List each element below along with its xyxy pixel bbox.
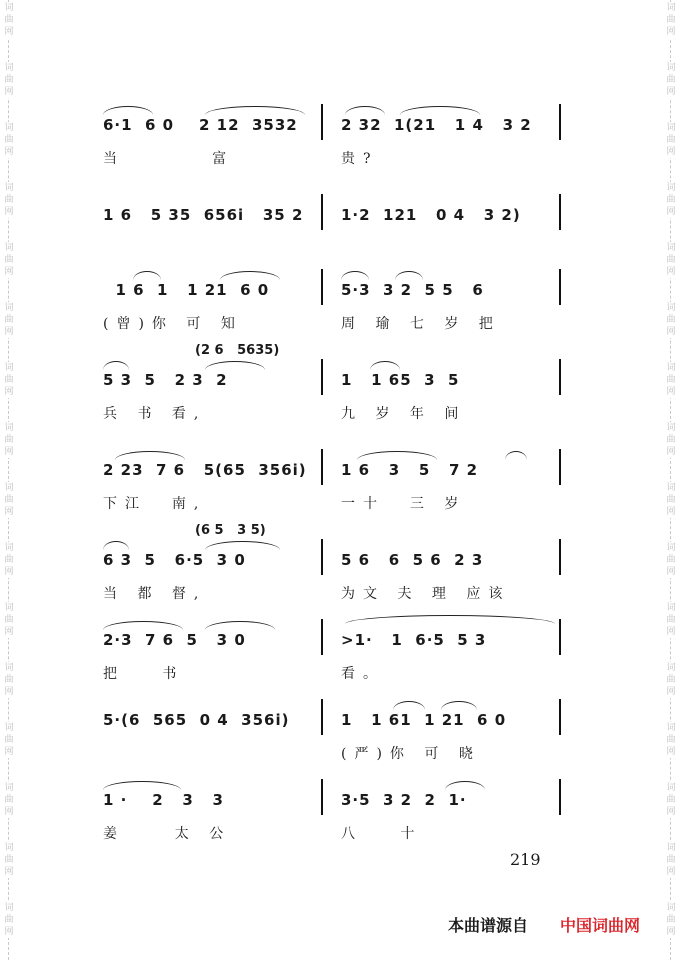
watermark-char: 词 bbox=[666, 363, 676, 373]
watermark-char: 曲 bbox=[4, 75, 14, 85]
barline bbox=[321, 449, 323, 485]
barline bbox=[321, 194, 323, 230]
watermark-char: 网 bbox=[666, 687, 676, 697]
watermark-stamp bbox=[662, 902, 680, 938]
lyrics-left: 当 富 bbox=[103, 151, 235, 167]
watermark-stamp bbox=[662, 362, 680, 398]
watermark-stamp bbox=[662, 182, 680, 218]
slur bbox=[441, 701, 477, 710]
barline bbox=[559, 619, 561, 655]
lyrics-right: 贵? bbox=[341, 151, 379, 167]
watermark-char: 网 bbox=[666, 267, 676, 277]
lyrics-left: (曾)你 可 知 bbox=[103, 316, 243, 332]
watermark-char: 词 bbox=[666, 423, 676, 433]
watermark-stamp bbox=[0, 842, 18, 878]
slur bbox=[103, 106, 153, 115]
watermark-char: 曲 bbox=[666, 375, 676, 385]
watermark-char: 网 bbox=[666, 87, 676, 97]
watermark-stamp bbox=[662, 722, 680, 758]
watermark-char: 网 bbox=[4, 27, 14, 37]
watermark-char: 曲 bbox=[4, 375, 14, 385]
watermark-char: 网 bbox=[4, 867, 14, 877]
barline bbox=[559, 539, 561, 575]
watermark-char: 网 bbox=[666, 387, 676, 397]
lyrics-right: 八 十 bbox=[341, 826, 423, 842]
watermark-char: 词 bbox=[4, 303, 14, 313]
score-notes-right: >1· 1 6·5 5 3 bbox=[341, 631, 487, 649]
watermark-char: 曲 bbox=[4, 615, 14, 625]
watermark-char: 曲 bbox=[666, 915, 676, 925]
watermark-char: 网 bbox=[4, 747, 14, 757]
watermark-stamp bbox=[0, 122, 18, 158]
barline bbox=[321, 269, 323, 305]
watermark-stamp bbox=[662, 302, 680, 338]
watermark-char: 词 bbox=[4, 243, 14, 253]
watermark-stamp bbox=[662, 602, 680, 638]
slur bbox=[133, 271, 161, 280]
watermark-char: 曲 bbox=[666, 255, 676, 265]
watermark-char: 词 bbox=[666, 483, 676, 493]
watermark-char: 词 bbox=[666, 123, 676, 133]
watermark-char: 曲 bbox=[666, 15, 676, 25]
score-insert: (6 5 3 5) bbox=[195, 523, 266, 538]
slur bbox=[357, 451, 437, 460]
watermark-char: 曲 bbox=[666, 435, 676, 445]
watermark-char: 词 bbox=[666, 3, 676, 13]
score-notes-right: 1 1 61 1 21 6 0 bbox=[341, 711, 507, 729]
slur bbox=[103, 621, 183, 630]
watermark-stamp bbox=[0, 242, 18, 278]
score-notes-right: 1·2 121 0 4 3 2) bbox=[341, 206, 521, 224]
watermark-char: 词 bbox=[4, 843, 14, 853]
score-notes-left: 1 6 1 1 21 6 0 bbox=[103, 281, 270, 299]
watermark-char: 词 bbox=[4, 123, 14, 133]
watermark-char: 网 bbox=[666, 867, 676, 877]
score-notes-right: 5·3 3 2 5 5 6 bbox=[341, 281, 484, 299]
barline bbox=[559, 359, 561, 395]
score-notes-left: 5·(6 565 0 4 356i) bbox=[103, 711, 290, 729]
footer-source-label: 本曲谱源自 bbox=[448, 916, 529, 935]
watermark-stamp bbox=[662, 662, 680, 698]
slur bbox=[400, 106, 480, 115]
score-system bbox=[95, 765, 565, 845]
watermark-char: 词 bbox=[666, 303, 676, 313]
slur bbox=[220, 271, 280, 280]
score-system bbox=[95, 180, 565, 260]
watermark-char: 网 bbox=[4, 87, 14, 97]
watermark-char: 网 bbox=[4, 327, 14, 337]
watermark-char: 网 bbox=[666, 207, 676, 217]
watermark-char: 曲 bbox=[666, 135, 676, 145]
watermark-stamp bbox=[0, 902, 18, 938]
watermark-char: 网 bbox=[4, 927, 14, 937]
watermark-char: 网 bbox=[4, 687, 14, 697]
slur bbox=[341, 271, 369, 280]
watermark-char: 曲 bbox=[666, 675, 676, 685]
barline bbox=[559, 269, 561, 305]
watermark-char: 曲 bbox=[4, 675, 14, 685]
watermark-char: 词 bbox=[4, 723, 14, 733]
watermark-char: 词 bbox=[4, 603, 14, 613]
watermark-char: 曲 bbox=[4, 495, 14, 505]
slur bbox=[393, 701, 425, 710]
watermark-stamp bbox=[0, 422, 18, 458]
watermark-char: 词 bbox=[666, 183, 676, 193]
lyrics-right: 看。 bbox=[341, 666, 385, 682]
watermark-stamp bbox=[662, 842, 680, 878]
watermark-stamp bbox=[662, 242, 680, 278]
watermark-char: 曲 bbox=[666, 615, 676, 625]
watermark-stamp bbox=[0, 662, 18, 698]
watermark-char: 曲 bbox=[666, 495, 676, 505]
watermark-char: 网 bbox=[666, 447, 676, 457]
watermark-char: 网 bbox=[666, 507, 676, 517]
watermark-right-column bbox=[662, 0, 680, 960]
slur bbox=[395, 271, 423, 280]
lyrics-left: 兵 书 看, bbox=[103, 406, 207, 422]
watermark-char: 网 bbox=[666, 627, 676, 637]
score-notes-right: 5 6 6 5 6 2 3 bbox=[341, 551, 484, 569]
lyrics-right: 一十 三 岁 bbox=[341, 496, 467, 512]
watermark-char: 网 bbox=[4, 267, 14, 277]
watermark-stamp bbox=[0, 2, 18, 38]
watermark-stamp bbox=[0, 782, 18, 818]
watermark-char: 曲 bbox=[4, 795, 14, 805]
watermark-char: 词 bbox=[4, 63, 14, 73]
score-system bbox=[95, 435, 565, 515]
watermark-char: 曲 bbox=[666, 555, 676, 565]
slur bbox=[103, 781, 181, 790]
watermark-char: 词 bbox=[666, 543, 676, 553]
watermark-stamp bbox=[0, 302, 18, 338]
watermark-char: 曲 bbox=[4, 915, 14, 925]
score-notes-right: 3·5 3 2 2 1· bbox=[341, 791, 467, 809]
watermark-char: 网 bbox=[4, 567, 14, 577]
score-system bbox=[95, 255, 565, 335]
slur bbox=[205, 541, 280, 550]
watermark-char: 曲 bbox=[4, 855, 14, 865]
barline bbox=[559, 779, 561, 815]
lyrics-left: 当 都 督, bbox=[103, 586, 207, 602]
slur bbox=[345, 615, 555, 624]
score-system bbox=[95, 345, 565, 425]
watermark-char: 曲 bbox=[4, 15, 14, 25]
barline bbox=[559, 104, 561, 140]
watermark-char: 曲 bbox=[4, 315, 14, 325]
slur bbox=[115, 451, 185, 460]
watermark-stamp bbox=[0, 482, 18, 518]
lyrics-right: 为文 夫 理 应该 bbox=[341, 586, 511, 602]
watermark-char: 词 bbox=[666, 63, 676, 73]
watermark-char: 词 bbox=[4, 183, 14, 193]
watermark-char: 词 bbox=[4, 783, 14, 793]
watermark-char: 曲 bbox=[666, 315, 676, 325]
score-system bbox=[95, 90, 565, 170]
score-notes-left: 6·1 6 0 2 12 3532 bbox=[103, 116, 298, 134]
watermark-char: 词 bbox=[666, 603, 676, 613]
lyrics-left: 把 书 bbox=[103, 666, 185, 682]
watermark-char: 网 bbox=[4, 387, 14, 397]
watermark-char: 网 bbox=[4, 507, 14, 517]
watermark-char: 网 bbox=[666, 747, 676, 757]
score-notes-right: 1 6 3 5 7 2 bbox=[341, 461, 479, 479]
watermark-char: 词 bbox=[4, 3, 14, 13]
score-notes-right: 2 32 1(21 1 4 3 2 bbox=[341, 116, 532, 134]
watermark-stamp bbox=[662, 782, 680, 818]
watermark-char: 词 bbox=[666, 903, 676, 913]
watermark-stamp bbox=[0, 722, 18, 758]
watermark-char: 曲 bbox=[666, 195, 676, 205]
watermark-char: 网 bbox=[666, 327, 676, 337]
score-system bbox=[95, 605, 565, 685]
watermark-char: 曲 bbox=[4, 435, 14, 445]
barline bbox=[321, 619, 323, 655]
watermark-stamp bbox=[662, 2, 680, 38]
watermark-char: 网 bbox=[666, 27, 676, 37]
lyrics-left: 下江 南, bbox=[103, 496, 207, 512]
barline bbox=[559, 699, 561, 735]
watermark-char: 词 bbox=[666, 843, 676, 853]
watermark-stamp bbox=[662, 542, 680, 578]
watermark-stamp bbox=[662, 122, 680, 158]
watermark-char: 词 bbox=[4, 663, 14, 673]
watermark-stamp bbox=[0, 362, 18, 398]
footer-site-link[interactable]: 中国词曲网 bbox=[560, 916, 641, 935]
watermark-char: 曲 bbox=[4, 735, 14, 745]
watermark-left-column bbox=[0, 0, 18, 960]
slur bbox=[345, 106, 385, 115]
page-number: 219 bbox=[510, 850, 541, 869]
score-notes-left: 5 3 5 2 3 2 bbox=[103, 371, 228, 389]
watermark-char: 网 bbox=[4, 147, 14, 157]
watermark-char: 曲 bbox=[666, 75, 676, 85]
watermark-char: 网 bbox=[4, 207, 14, 217]
watermark-char: 曲 bbox=[666, 855, 676, 865]
watermark-stamp bbox=[662, 62, 680, 98]
watermark-char: 网 bbox=[666, 927, 676, 937]
watermark-char: 网 bbox=[4, 447, 14, 457]
watermark-char: 词 bbox=[4, 423, 14, 433]
watermark-char: 网 bbox=[666, 807, 676, 817]
score-notes-left: 1 6 5 35 656i 35 2 bbox=[103, 206, 304, 224]
watermark-char: 词 bbox=[4, 543, 14, 553]
score-notes-left: 1 · 2 3 3 bbox=[103, 791, 224, 809]
slur bbox=[205, 361, 265, 370]
watermark-char: 曲 bbox=[4, 135, 14, 145]
lyrics-right: 周 瑜 七 岁 把 bbox=[341, 316, 501, 332]
score-system bbox=[95, 525, 565, 605]
score-notes-left: 6 3 5 6·5 3 0 bbox=[103, 551, 246, 569]
slur bbox=[205, 621, 275, 630]
watermark-stamp bbox=[0, 62, 18, 98]
watermark-char: 曲 bbox=[4, 195, 14, 205]
watermark-stamp bbox=[0, 182, 18, 218]
barline bbox=[321, 539, 323, 575]
score-notes-left: 2·3 7 6 5 3 0 bbox=[103, 631, 246, 649]
slur bbox=[103, 361, 129, 370]
barline bbox=[559, 194, 561, 230]
slur bbox=[103, 541, 129, 550]
slur bbox=[370, 361, 400, 370]
lyrics-right: 九 岁 年 间 bbox=[341, 406, 467, 422]
barline bbox=[559, 449, 561, 485]
watermark-stamp bbox=[0, 602, 18, 638]
watermark-stamp bbox=[662, 482, 680, 518]
watermark-char: 曲 bbox=[666, 735, 676, 745]
watermark-char: 曲 bbox=[4, 555, 14, 565]
watermark-char: 词 bbox=[4, 483, 14, 493]
watermark-char: 词 bbox=[4, 363, 14, 373]
watermark-char: 词 bbox=[666, 783, 676, 793]
watermark-char: 词 bbox=[666, 723, 676, 733]
watermark-stamp bbox=[0, 542, 18, 578]
watermark-stamp bbox=[662, 422, 680, 458]
slur bbox=[205, 106, 305, 115]
score-notes-right: 1 1 65 3 5 bbox=[341, 371, 460, 389]
watermark-char: 网 bbox=[4, 807, 14, 817]
score-notes-left: 2 23 7 6 5(65 356i) bbox=[103, 461, 307, 479]
barline bbox=[321, 359, 323, 395]
watermark-char: 词 bbox=[666, 243, 676, 253]
lyrics-right: (严)你 可 晓 bbox=[341, 746, 481, 762]
watermark-char: 网 bbox=[666, 147, 676, 157]
score-system bbox=[95, 685, 565, 765]
watermark-char: 词 bbox=[4, 903, 14, 913]
slur bbox=[505, 451, 527, 460]
barline bbox=[321, 779, 323, 815]
score-insert: (2 6 5635) bbox=[195, 343, 280, 358]
watermark-char: 曲 bbox=[666, 795, 676, 805]
lyrics-left: 姜 太 公 bbox=[103, 826, 232, 842]
barline bbox=[321, 699, 323, 735]
slur bbox=[445, 781, 485, 790]
watermark-char: 曲 bbox=[4, 255, 14, 265]
watermark-char: 网 bbox=[666, 567, 676, 577]
barline bbox=[321, 104, 323, 140]
watermark-char: 词 bbox=[666, 663, 676, 673]
watermark-char: 网 bbox=[4, 627, 14, 637]
